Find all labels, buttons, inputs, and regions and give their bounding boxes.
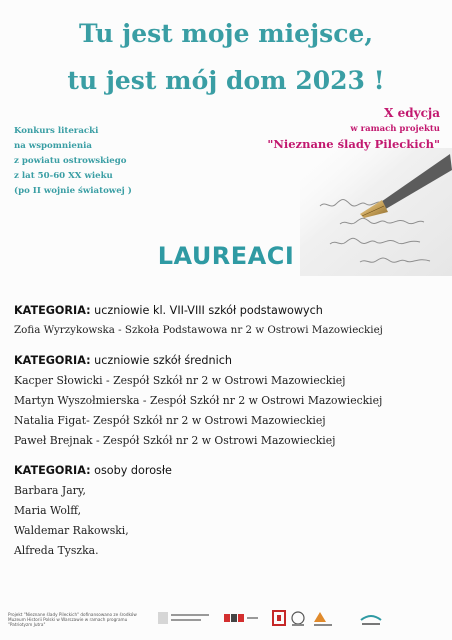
category-heading [14, 304, 323, 317]
edition-info [267, 104, 440, 152]
laureate-entry: Alfreda Tyszka. [14, 544, 99, 557]
ministry-culture-logo [156, 608, 212, 628]
partner-logo [288, 608, 308, 628]
contest-line: Konkurs literacki [14, 126, 99, 136]
laureate-entry: Natalia Figat- Zespół Szkół nr 2 w Ostrowi Mazowieckiej [14, 414, 326, 427]
category-heading [14, 464, 172, 477]
contest-line: (po II wojnie światowej ) [14, 186, 132, 196]
library-logo [358, 608, 384, 628]
edition-subtitle: w ramach projektu [350, 124, 440, 134]
category-name: uczniowie kl. VII-VIII szkół podstawowych [94, 304, 323, 317]
patriotism-logo [270, 608, 288, 628]
laureate-entry: Martyn Wyszołmierska - Zespół Szkół nr 2 w Ostrowi Mazowieckiej [14, 394, 383, 407]
contest-description [14, 124, 184, 199]
category-name: osoby dorosłe [94, 464, 172, 477]
category-label: KATEGORIA: [14, 354, 91, 367]
laureate-entry: Kacper Słowicki - Zespół Szkół nr 2 w Ostrowi Mazowieckiej [14, 374, 346, 387]
funding-note: Projekt "Nieznane ślady Pileckich" dofinansowano ze środków Muzeum Historii Polski w Warszawie w ramach programu "Patriotyzm Jutra" [8, 612, 137, 628]
main-title-line-2: tu jest mój dom 2023 ! [67, 66, 385, 95]
laureate-entry: Waldemar Rakowski, [14, 524, 129, 537]
category-heading [14, 354, 232, 367]
laureate-entry: Zofia Wyrzykowska - Szkoła Podstawowa nr 2 w Ostrowi Mazowieckiej [14, 324, 383, 336]
museum-logo [310, 608, 336, 628]
laureaci-heading: LAUREACI [157, 242, 295, 270]
category-name: uczniowie szkół średnich [94, 354, 232, 367]
project-name: "Nieznane ślady Pileckich" [267, 137, 440, 151]
laureate-entry: Paweł Brejnak - Zespół Szkół nr 2 w Ostrowi Mazowieckiej [14, 434, 336, 447]
contest-line: z powiatu ostrowskiego [14, 156, 127, 166]
category-label: KATEGORIA: [14, 304, 91, 317]
museum-polish-history-logo [222, 608, 260, 628]
laureate-entry: Barbara Jary, [14, 484, 86, 497]
contest-line: na wspomnienia [14, 141, 92, 151]
category-label: KATEGORIA: [14, 464, 91, 477]
main-title-line-1: Tu jest moje miejsce, [78, 19, 374, 48]
edition-label: X edycja [384, 106, 440, 120]
contest-line: z lat 50-60 XX wieku [14, 171, 113, 181]
laureate-entry: Maria Wolff, [14, 504, 82, 517]
